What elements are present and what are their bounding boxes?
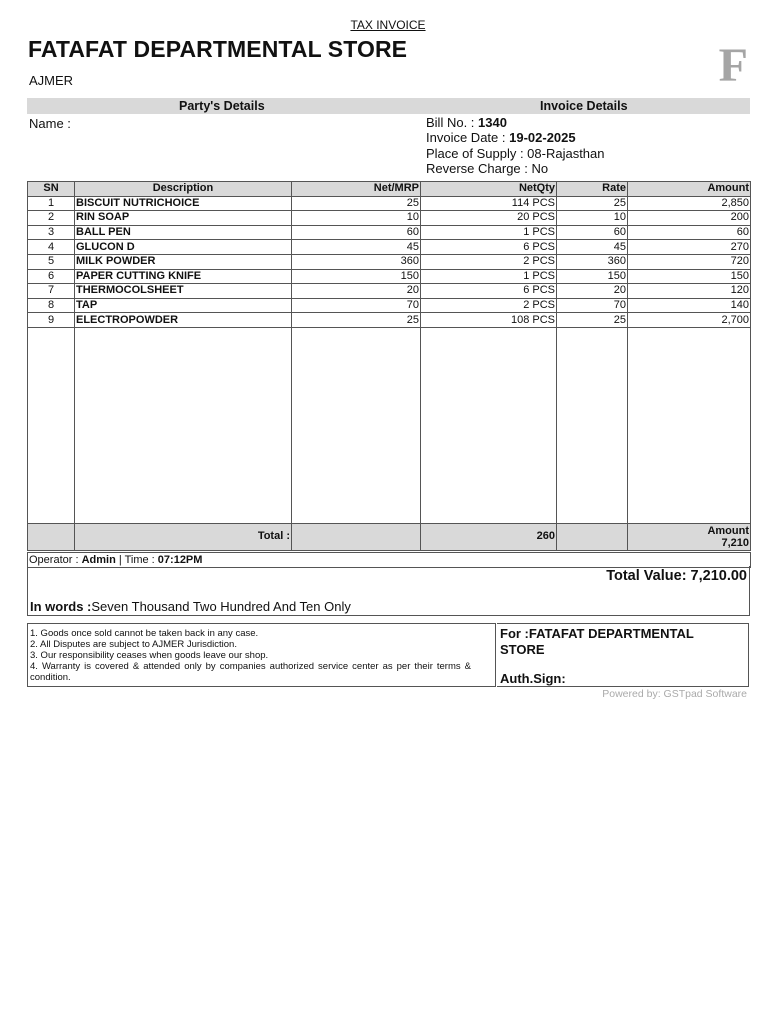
cell-qty: 114 PCS — [421, 196, 557, 211]
cell-qty: 1 PCS — [421, 269, 557, 284]
place-of-supply: Place of Supply : 08-Rajasthan — [426, 145, 605, 161]
cell-qty: 2 PCS — [421, 298, 557, 313]
table-row — [28, 225, 751, 240]
cell-sn: 5 — [28, 254, 75, 269]
cell-amount: 2,850 — [628, 196, 751, 211]
cell-description: BISCUIT NUTRICHOICE — [75, 196, 292, 211]
cell-description: GLUCON D — [75, 240, 292, 255]
total-amount-cell — [628, 523, 751, 550]
cell-qty: 1 PCS — [421, 225, 557, 240]
party-name-label: Name : — [29, 116, 71, 131]
store-name: FATAFAT DEPARTMENTAL STORE — [28, 36, 408, 62]
cell-sn: 9 — [28, 313, 75, 328]
cell-description: BALL PEN — [75, 225, 292, 240]
amount-in-words — [30, 599, 351, 614]
operator-name: Admin — [81, 554, 116, 566]
cell-mrp: 25 — [292, 313, 421, 328]
cell-qty: 6 PCS — [421, 240, 557, 255]
signature-box — [497, 623, 749, 687]
cell-mrp: 20 — [292, 284, 421, 299]
invoice-date: 19-02-2025 — [509, 130, 576, 146]
cell-description: TAP — [75, 298, 292, 313]
cell-rate: 25 — [557, 196, 628, 211]
invoice-date-label: Invoice Date : — [426, 130, 510, 146]
cell-sn: 8 — [28, 298, 75, 313]
term-item: 3. Our responsibility ceases when goods leave our shop. — [30, 650, 269, 661]
table-empty-space — [28, 327, 751, 523]
auth-sign-label: Auth.Sign: — [500, 671, 566, 686]
cell-qty: 108 PCS — [421, 313, 557, 328]
invoice-details-heading: Invoice Details — [540, 99, 628, 113]
cell-amount: 150 — [628, 269, 751, 284]
bill-number: 1340 — [478, 115, 507, 130]
column-header-mrp: Net/MRP — [292, 182, 421, 197]
cell-rate: 20 — [557, 284, 628, 299]
terms-and-conditions — [27, 623, 496, 687]
print-time: 07:12PM — [157, 554, 203, 566]
reverse-charge: Reverse Charge : No — [426, 160, 549, 176]
term-item: 4. Warranty is covered & attended only by companies authorized service center as per their terms & condition. — [30, 661, 471, 683]
cell-rate: 10 — [557, 211, 628, 226]
cell-rate: 25 — [557, 313, 628, 328]
cell-amount: 140 — [628, 298, 751, 313]
cell-amount: 270 — [628, 240, 751, 255]
signature-for-store: For :FATAFAT DEPARTMENTAL STORE — [500, 626, 694, 657]
bill-number-line — [426, 115, 605, 130]
cell-mrp: 25 — [292, 196, 421, 211]
column-header-amount: Amount — [628, 182, 751, 197]
cell-amount: 2,700 — [628, 313, 751, 328]
cell-sn: 1 — [28, 196, 75, 211]
cell-mrp: 45 — [292, 240, 421, 255]
table-row — [28, 298, 751, 313]
cell-sn: 7 — [28, 284, 75, 299]
table-row — [28, 284, 751, 299]
column-header-sn: SN — [28, 182, 75, 197]
cell-sn: 3 — [28, 225, 75, 240]
cell-mrp: 360 — [292, 254, 421, 269]
table-row — [28, 211, 751, 226]
cell-qty: 6 PCS — [421, 284, 557, 299]
cell-rate: 150 — [557, 269, 628, 284]
total-quantity: 260 — [421, 523, 557, 550]
cell-mrp: 60 — [292, 225, 421, 240]
store-logo-letter: F — [718, 39, 748, 92]
party-details-heading: Party's Details — [179, 99, 265, 113]
store-city: AJMER — [29, 73, 74, 88]
cell-amount: 120 — [628, 284, 751, 299]
total-label: Total : — [75, 523, 292, 550]
cell-amount: 200 — [628, 211, 751, 226]
invoice-details — [426, 115, 605, 176]
cell-description: PAPER CUTTING KNIFE — [75, 269, 292, 284]
column-header-qty: NetQty — [421, 182, 557, 197]
in-words-label: In words : — [30, 599, 92, 614]
section-header-band — [27, 98, 750, 114]
cell-description: RIN SOAP — [75, 211, 292, 226]
items-table — [27, 181, 751, 551]
cell-description: ELECTROPOWDER — [75, 313, 292, 328]
bill-number-label: Bill No. : — [426, 115, 479, 130]
table-header-row — [28, 182, 751, 197]
cell-qty: 20 PCS — [421, 211, 557, 226]
table-row — [28, 196, 751, 211]
cell-sn: 2 — [28, 211, 75, 226]
cell-description: MILK POWDER — [75, 254, 292, 269]
operator-label: Operator : — [29, 554, 82, 566]
table-row — [28, 269, 751, 284]
cell-rate: 60 — [557, 225, 628, 240]
table-total-row — [28, 523, 751, 550]
total-amount-label: Amount — [707, 524, 749, 537]
cell-rate: 360 — [557, 254, 628, 269]
table-row — [28, 240, 751, 255]
cell-amount: 60 — [628, 225, 751, 240]
term-item: 2. All Disputes are subject to AJMER Jurisdiction. — [30, 639, 237, 650]
powered-by: Powered by: GSTpad Software — [602, 688, 747, 700]
invoice-date-line — [426, 130, 605, 145]
table-row — [28, 313, 751, 328]
cell-sn: 6 — [28, 269, 75, 284]
in-words-text: Seven Thousand Two Hundred And Ten Only — [91, 599, 351, 614]
column-header-rate: Rate — [557, 182, 628, 197]
table-row — [28, 254, 751, 269]
cell-mrp: 150 — [292, 269, 421, 284]
term-item: 1. Goods once sold cannot be taken back in any case. — [30, 628, 259, 639]
cell-sn: 4 — [28, 240, 75, 255]
cell-rate: 70 — [557, 298, 628, 313]
total-value: Total Value: 7,210.00 — [606, 568, 747, 584]
document-title: TAX INVOICE — [350, 18, 426, 32]
time-label: | Time : — [115, 554, 158, 566]
cell-mrp: 10 — [292, 211, 421, 226]
cell-mrp: 70 — [292, 298, 421, 313]
total-amount: 7,210 — [721, 536, 749, 549]
column-header-description: Description — [75, 182, 292, 197]
cell-amount: 720 — [628, 254, 751, 269]
cell-rate: 45 — [557, 240, 628, 255]
cell-qty: 2 PCS — [421, 254, 557, 269]
cell-description: THERMOCOLSHEET — [75, 284, 292, 299]
